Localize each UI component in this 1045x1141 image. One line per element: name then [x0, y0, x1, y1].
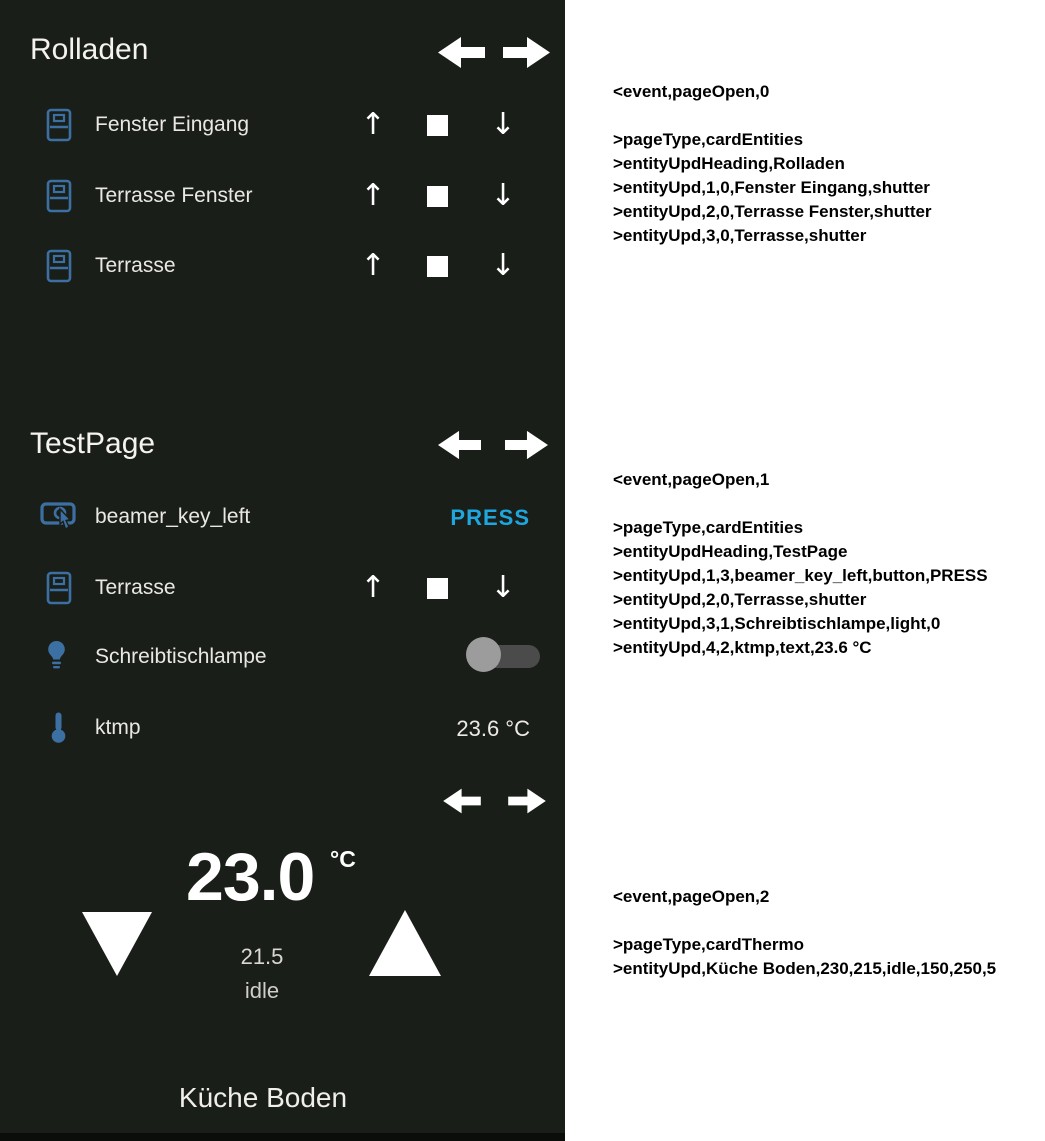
log-line: <event,pageOpen,2 — [613, 887, 770, 906]
temperature-unit: °C — [330, 846, 356, 872]
log-block-page2 — [613, 885, 1033, 981]
entity-label: Terrasse — [95, 576, 176, 599]
log-spacer — [613, 492, 1033, 516]
panel-bottom-edge — [0, 1133, 565, 1141]
hvac-status: idle — [244, 978, 280, 1003]
light-toggle-knob[interactable] — [466, 637, 501, 672]
shutter-icon — [46, 179, 72, 218]
press-button[interactable]: PRESS — [450, 505, 530, 530]
log-line: >entityUpdHeading,TestPage — [613, 542, 848, 561]
shutter-down-button[interactable]: ↓ — [490, 248, 516, 283]
shutter-down-button[interactable]: ↓ — [490, 570, 516, 605]
log-line: >entityUpd,2,0,Terrasse,shutter — [613, 590, 867, 609]
page-next-arrow-icon[interactable] — [503, 35, 550, 75]
shutter-up-button[interactable]: ↑ — [360, 248, 386, 283]
entity-label: Fenster Eingang — [95, 113, 250, 136]
page-prev-arrow-icon[interactable] — [438, 35, 485, 75]
temp-decrease-button[interactable] — [81, 911, 153, 982]
page-prev-arrow-icon[interactable] — [443, 787, 481, 820]
shutter-stop-button[interactable] — [427, 256, 448, 277]
page-prev-arrow-icon[interactable] — [438, 429, 481, 466]
log-line: >pageType,cardThermo — [613, 935, 804, 954]
log-line: >entityUpdHeading,Rolladen — [613, 154, 845, 173]
log-line: >entityUpd,1,3,beamer_key_left,button,PRESS — [613, 566, 988, 585]
log-line: <event,pageOpen,0 — [613, 82, 770, 101]
entity-label: beamer_key_left — [95, 505, 251, 528]
log-spacer — [613, 104, 1033, 128]
entity-label: Terrasse Fenster — [95, 184, 253, 207]
entity-label: Schreibtischlampe — [95, 645, 267, 668]
shutter-icon — [46, 108, 72, 147]
page-title: Rolladen — [30, 33, 149, 66]
shutter-up-button[interactable]: ↑ — [360, 178, 386, 213]
page-next-arrow-icon[interactable] — [505, 429, 548, 466]
log-line: >entityUpd,2,0,Terrasse Fenster,shutter — [613, 202, 932, 221]
shutter-down-button[interactable]: ↓ — [490, 178, 516, 213]
shutter-up-button[interactable]: ↑ — [360, 570, 386, 605]
current-temperature: 23.0 — [186, 839, 315, 915]
page-title: TestPage — [30, 427, 156, 460]
shutter-stop-button[interactable] — [427, 186, 448, 207]
entity-label: Terrasse — [95, 254, 176, 277]
shutter-icon — [46, 249, 72, 288]
log-block-page0 — [613, 80, 1033, 248]
log-block-page1 — [613, 468, 1033, 660]
page-next-arrow-icon[interactable] — [508, 787, 546, 820]
gesture-tap-button-icon — [40, 500, 77, 538]
shutter-stop-button[interactable] — [427, 115, 448, 136]
log-line: <event,pageOpen,1 — [613, 470, 770, 489]
thermostat-title: Küche Boden — [178, 1082, 348, 1113]
log-line: >entityUpd,3,1,Schreibtischlampe,light,0 — [613, 614, 941, 633]
light-bulb-icon — [45, 640, 68, 677]
shutter-stop-button[interactable] — [427, 578, 448, 599]
log-line: >pageType,cardEntities — [613, 518, 804, 537]
entity-label: ktmp — [95, 716, 141, 739]
shutter-down-button[interactable]: ↓ — [490, 107, 516, 142]
log-line: >entityUpd,4,2,ktmp,text,23.6 °C — [613, 638, 872, 657]
log-line: >entityUpd,3,0,Terrasse,shutter — [613, 226, 867, 245]
log-spacer — [613, 909, 1033, 933]
log-line: >entityUpd,1,0,Fenster Eingang,shutter — [613, 178, 930, 197]
setpoint-temperature: 21.5 — [240, 944, 284, 969]
sensor-value: 23.6 °C — [456, 716, 530, 741]
log-line: >entityUpd,Küche Boden,230,215,idle,150,250,5 — [613, 959, 997, 978]
shutter-icon — [46, 571, 72, 610]
shutter-up-button[interactable]: ↑ — [360, 107, 386, 142]
thermometer-icon — [50, 711, 67, 749]
log-line: >pageType,cardEntities — [613, 130, 804, 149]
temp-increase-button[interactable] — [368, 909, 442, 982]
